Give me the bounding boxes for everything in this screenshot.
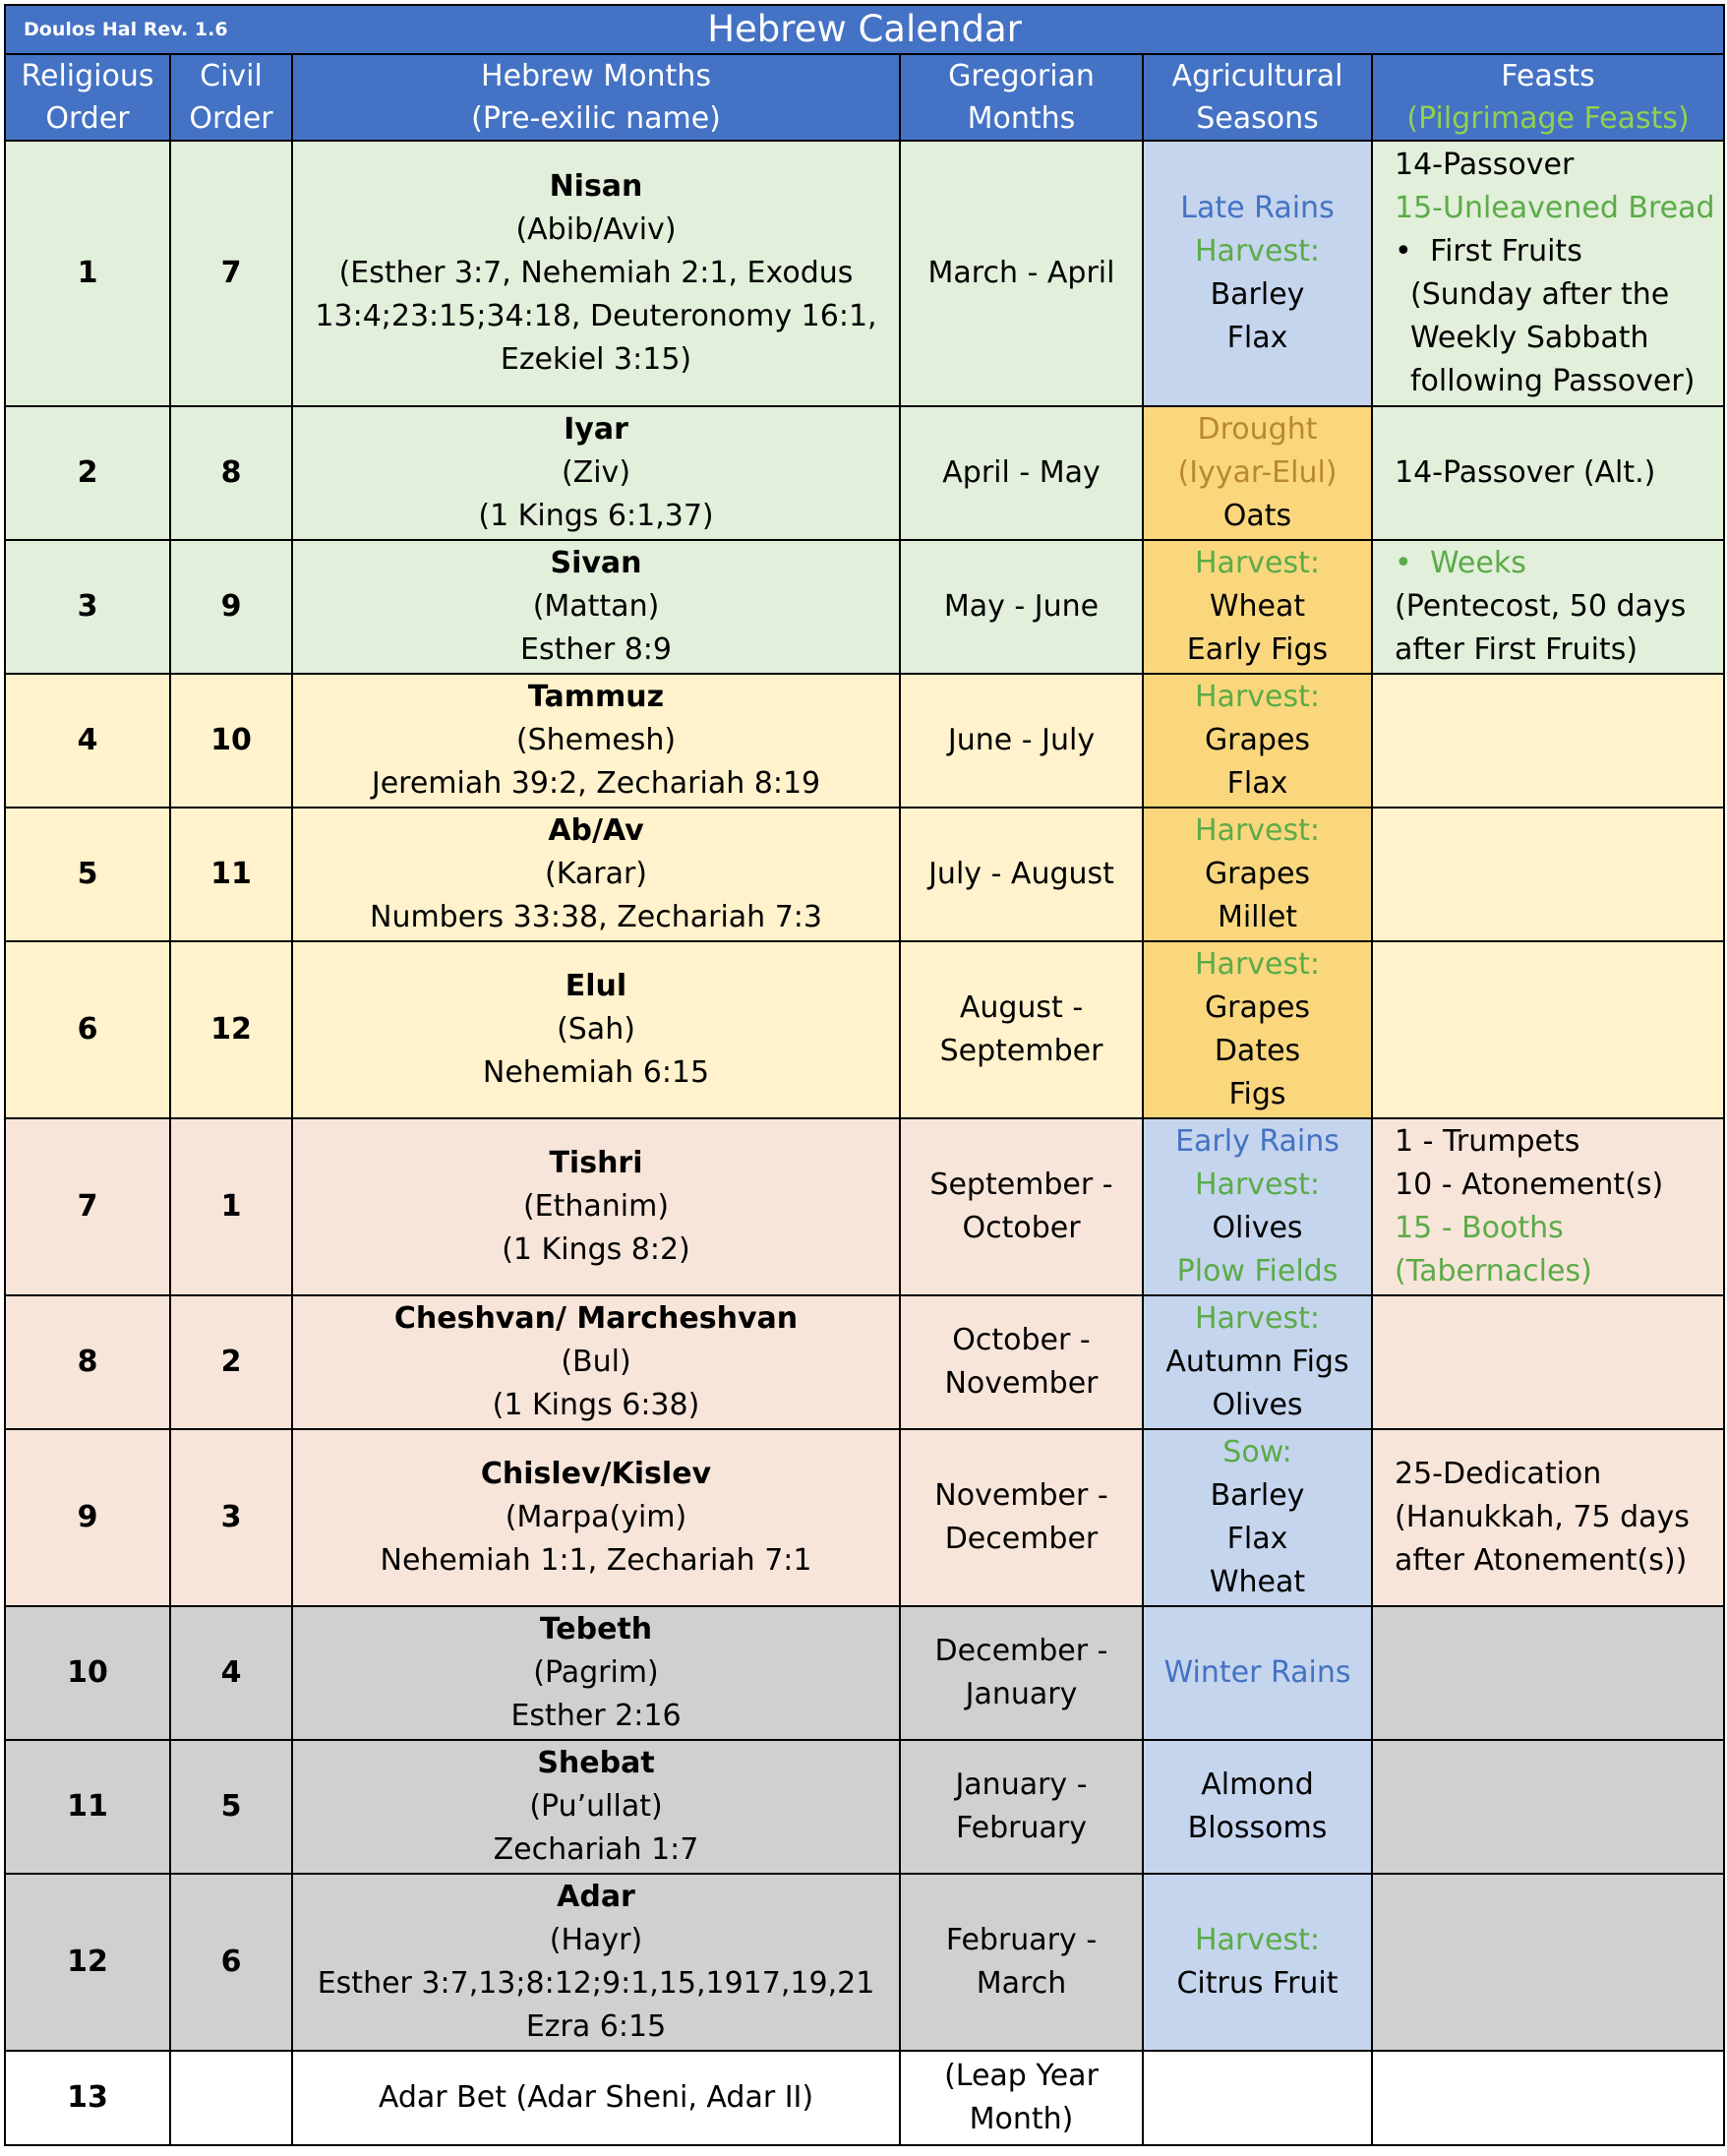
header-agricultural-seasons: Agricultural Seasons [1143,54,1372,141]
gregorian-month-text: March [976,1966,1067,2001]
table-row [5,1429,1724,1606]
agricultural-item: Winter Rains [1163,1655,1351,1690]
revision-label: Doulos Hal Rev. 1.6 [24,19,228,40]
civil-order-cell: 5 [170,1740,292,1874]
agricultural-item: Olives [1212,1211,1303,1245]
religious-order-cell: 2 [5,406,170,540]
table-row [5,808,1724,941]
hebrew-month-cell [292,808,900,941]
feast-item: 14-Passover [1395,148,1575,182]
gregorian-months-cell [900,674,1143,808]
hebrew-month-name: Sivan [550,546,642,580]
agricultural-item: Drought [1197,412,1318,447]
agricultural-item: Barley [1210,277,1305,312]
religious-order-cell: 3 [5,540,170,674]
feasts-cell [1372,1606,1724,1740]
gregorian-month-text: February [956,1811,1087,1845]
header-civil-order: Civil Order [170,54,292,141]
agricultural-item: (Iyyar-Elul) [1177,455,1338,490]
civil-order-cell: 11 [170,808,292,941]
agricultural-item: Flax [1226,766,1288,801]
agricultural-item: Harvest: [1195,1923,1320,1957]
civil-order-cell: 3 [170,1429,292,1606]
gregorian-month-text: April - May [942,455,1101,490]
gregorian-month-text: (Leap Year [944,2059,1099,2093]
civil-order-cell: 9 [170,540,292,674]
agricultural-item: Harvest: [1195,1301,1320,1336]
gregorian-month-text: November - [934,1478,1108,1513]
agricultural-item: Wheat [1209,1565,1306,1599]
religious-order-cell: 12 [5,1874,170,2051]
gregorian-month-text: June - July [947,723,1096,757]
feasts-cell [1372,141,1724,406]
agricultural-season-cell [1143,1740,1372,1874]
religious-order-cell: 9 [5,1429,170,1606]
table-row [5,540,1724,674]
agricultural-item: Harvest: [1195,546,1320,580]
gregorian-months-cell [900,1740,1143,1874]
table-row [5,1606,1724,1740]
scripture-reference: Esther 3:7,13;8:12;9:1,15,1917,19,21 [317,1966,875,2001]
gregorian-month-text: August - [959,990,1084,1025]
hebrew-month-cell [292,1295,900,1429]
gregorian-months-cell [900,1874,1143,2051]
agricultural-item: Plow Fields [1176,1254,1339,1288]
pre-exilic-name: (Abib/Aviv) [515,212,677,247]
agricultural-item: Harvest: [1195,680,1320,714]
civil-order-cell: 6 [170,1874,292,2051]
feasts-cell [1372,1874,1724,2051]
gregorian-months-cell [900,941,1143,1118]
feast-item: after First Fruits) [1395,632,1638,667]
feasts-cell [1372,1740,1724,1874]
agricultural-item: Barley [1210,1478,1305,1513]
agricultural-season-cell [1143,1295,1372,1429]
feast-item: • First Fruits [1395,230,1717,273]
scripture-reference: Jeremiah 39:2, Zechariah 8:19 [371,766,821,801]
hebrew-month-name: Tebeth [539,1612,653,1647]
header-gregorian-months: Gregorian Months [900,54,1143,141]
scripture-reference: Nehemiah 6:15 [482,1055,710,1090]
scripture-reference: Ezekiel 3:15) [500,342,692,377]
civil-order-cell: 8 [170,406,292,540]
table-row [5,1295,1724,1429]
table-row [5,1118,1724,1295]
hebrew-month-cell [292,1118,900,1295]
feast-item: (Sunday after the [1410,277,1670,312]
scripture-reference: (Esther 3:7, Nehemiah 2:1, Exodus [338,256,854,290]
hebrew-month-name: Cheshvan/ Marcheshvan [393,1301,799,1336]
agricultural-season-cell [1143,141,1372,406]
agricultural-item: Citrus Fruit [1176,1966,1339,2001]
religious-order-cell: 7 [5,1118,170,1295]
scripture-reference: Nehemiah 1:1, Zechariah 7:1 [380,1543,812,1578]
agricultural-item: Flax [1226,321,1288,355]
agricultural-item: Olives [1212,1388,1303,1422]
agricultural-item: Blossoms [1187,1811,1328,1845]
agricultural-item: Dates [1214,1034,1301,1068]
hebrew-month-name: Ab/Av [548,813,644,848]
gregorian-months-cell [900,1295,1143,1429]
scripture-reference: Numbers 33:38, Zechariah 7:3 [370,900,822,934]
hebrew-month-name: Tammuz [527,680,665,714]
hebrew-month-name: Iyar [564,412,628,447]
agricultural-item: Sow: [1222,1435,1292,1469]
hebrew-month-name: Elul [565,969,627,1003]
feasts-cell [1372,808,1724,941]
agricultural-item: Grapes [1204,723,1311,757]
feasts-cell [1372,674,1724,808]
agricultural-season-cell [1143,1874,1372,2051]
header-row [5,54,1724,141]
agricultural-item: Almond [1201,1767,1314,1802]
agricultural-item: Autumn Figs [1165,1345,1349,1379]
gregorian-months-cell [900,540,1143,674]
agricultural-item: Harvest: [1195,1168,1320,1202]
feasts-cell [1372,540,1724,674]
gregorian-month-text: September [939,1034,1103,1068]
gregorian-months-cell [900,406,1143,540]
gregorian-months-cell [900,141,1143,406]
hebrew-month-cell [292,141,900,406]
scripture-reference: (1 Kings 6:1,37) [478,499,714,533]
gregorian-month-text: December [944,1522,1099,1556]
table-row [5,674,1724,808]
agricultural-season-cell [1143,674,1372,808]
agricultural-item: Harvest: [1195,813,1320,848]
feasts-cell [1372,1118,1724,1295]
agricultural-item: Flax [1226,1522,1288,1556]
agricultural-season-cell [1143,1118,1372,1295]
feasts-cell [1372,1295,1724,1429]
calendar-table [4,4,1725,2146]
agricultural-item: Oats [1222,499,1292,533]
hebrew-month-name: Shebat [537,1746,655,1780]
hebrew-month-cell [292,1429,900,1606]
feast-item: following Passover) [1410,364,1696,398]
gregorian-month-text: January [965,1677,1078,1711]
pre-exilic-name: (Ziv) [561,455,631,490]
feasts-cell [1372,406,1724,540]
feast-item: (Hanukkah, 75 days [1395,1500,1690,1534]
scripture-reference: Ezra 6:15 [525,2009,667,2044]
feasts-cell [1372,1429,1724,1606]
religious-order-cell: 10 [5,1606,170,1740]
agricultural-season-cell [1143,1429,1372,1606]
pre-exilic-name: (Pagrim) [533,1655,659,1690]
civil-order-cell: 1 [170,1118,292,1295]
feast-item: Weekly Sabbath [1410,321,1649,355]
agricultural-item: Harvest: [1195,234,1320,269]
agricultural-season-cell [1143,808,1372,941]
header-hebrew-months: Hebrew Months (Pre-exilic name) [292,54,900,141]
feast-item: 1 - Trumpets [1395,1124,1580,1159]
pre-exilic-name: (Marpa(yim) [505,1500,687,1534]
gregorian-month-text: December - [934,1634,1108,1668]
civil-order-cell: 7 [170,141,292,406]
gregorian-months-cell [900,1606,1143,1740]
agricultural-item: Grapes [1204,857,1311,891]
religious-order-cell: 8 [5,1295,170,1429]
civil-order-cell: 12 [170,941,292,1118]
table-row [5,1874,1724,2051]
feasts-cell [1372,2051,1724,2145]
pre-exilic-name: (Mattan) [532,589,660,624]
gregorian-month-text: October [962,1211,1081,1245]
hebrew-month-cell [292,540,900,674]
scripture-reference: Esther 2:16 [510,1699,682,1733]
feast-item: • Weeks [1395,542,1717,585]
agricultural-season-cell [1143,941,1372,1118]
scripture-reference: (1 Kings 6:38) [492,1388,700,1422]
religious-order-cell: 4 [5,674,170,808]
hebrew-month-cell [292,674,900,808]
gregorian-months-cell [900,1429,1143,1606]
pre-exilic-name: (Sah) [557,1012,635,1047]
hebrew-month-cell [292,406,900,540]
agricultural-item: Grapes [1204,990,1311,1025]
gregorian-month-text: February - [945,1923,1098,1957]
feasts-cell [1372,941,1724,1118]
gregorian-month-text: September - [929,1168,1113,1202]
feast-item: after Atonement(s)) [1395,1543,1688,1578]
feast-item: (Tabernacles) [1395,1254,1592,1288]
religious-order-cell: 13 [5,2051,170,2145]
gregorian-month-text: March - April [927,256,1115,290]
pre-exilic-name: (Pu’ullat) [529,1789,663,1824]
agricultural-item: Late Rains [1180,191,1335,225]
hebrew-month-cell [292,1874,900,2051]
hebrew-month-cell [292,941,900,1118]
agricultural-item: Early Figs [1186,632,1329,667]
gregorian-months-cell [900,2051,1143,2145]
hebrew-month-cell [292,1606,900,1740]
gregorian-month-text: Month) [969,2102,1074,2136]
gregorian-month-text: July - August [928,857,1114,891]
feast-item: (Pentecost, 50 days [1395,589,1687,624]
header-feasts: Feasts (Pilgrimage Feasts) [1372,54,1724,141]
religious-order-cell: 1 [5,141,170,406]
civil-order-cell: 10 [170,674,292,808]
header-religious-order: Religious Order [5,54,170,141]
table-row [5,941,1724,1118]
scripture-reference: Esther 8:9 [520,632,672,667]
gregorian-month-text: May - June [943,589,1100,624]
pre-exilic-name: (Bul) [561,1345,631,1379]
gregorian-month-text: October - [952,1323,1091,1357]
civil-order-cell: 4 [170,1606,292,1740]
agricultural-season-cell [1143,1606,1372,1740]
table-row [5,141,1724,406]
table-row [5,406,1724,540]
pre-exilic-name: (Karar) [545,857,647,891]
pre-exilic-name: (Ethanim) [522,1189,670,1224]
table-row [5,1740,1724,1874]
page-title: Hebrew Calendar [707,8,1022,50]
table-row [5,2051,1724,2145]
agricultural-item: Millet [1217,900,1298,934]
gregorian-month-text: November [944,1366,1099,1401]
hebrew-calendar-sheet [4,4,1723,2146]
hebrew-month-cell [292,1740,900,1874]
hebrew-month-cell [292,2051,900,2145]
gregorian-months-cell [900,808,1143,941]
gregorian-month-text: January - [955,1767,1088,1802]
civil-order-cell: 2 [170,1295,292,1429]
scripture-reference: Zechariah 1:7 [493,1832,699,1867]
pre-exilic-name: (Hayr) [549,1923,643,1957]
scripture-reference: (1 Kings 8:2) [502,1232,690,1267]
feast-item: 15-Unleavened Bread [1395,191,1715,225]
agricultural-season-cell [1143,406,1372,540]
title-bar [5,5,1724,54]
feast-item: 25-Dedication [1395,1457,1602,1491]
gregorian-months-cell [900,1118,1143,1295]
feast-item: 15 - Booths [1395,1211,1564,1245]
agricultural-item: Figs [1228,1077,1286,1111]
pre-exilic-name: (Shemesh) [515,723,677,757]
agricultural-item: Harvest: [1195,947,1320,982]
feast-item: 14-Passover (Alt.) [1395,455,1656,490]
agricultural-item: Wheat [1209,589,1306,624]
religious-order-cell: 5 [5,808,170,941]
agricultural-item: Early Rains [1175,1124,1340,1159]
religious-order-cell: 11 [5,1740,170,1874]
hebrew-month-name: Adar Bet (Adar Sheni, Adar II) [378,2080,814,2115]
feast-item: 10 - Atonement(s) [1395,1168,1664,1202]
religious-order-cell: 6 [5,941,170,1118]
hebrew-month-name: Adar [557,1880,635,1914]
hebrew-month-name: Chislev/Kislev [480,1457,712,1491]
agricultural-season-cell [1143,540,1372,674]
hebrew-month-name: Tishri [549,1146,643,1180]
agricultural-season-cell [1143,2051,1372,2145]
hebrew-month-name: Nisan [549,169,643,204]
scripture-reference: 13:4;23:15;34:18, Deuteronomy 16:1, [315,299,877,333]
civil-order-cell [170,2051,292,2145]
